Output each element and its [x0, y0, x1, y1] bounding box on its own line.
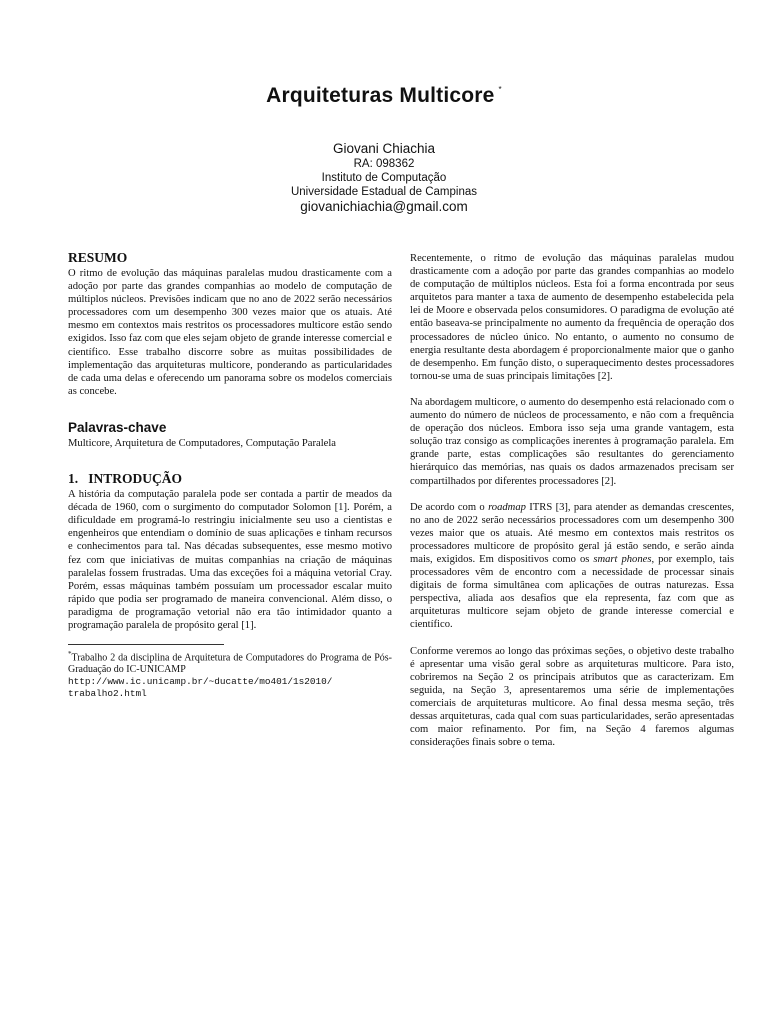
right-column — [410, 252, 734, 762]
author-block — [0, 141, 768, 215]
title-footnote-mark: * — [498, 85, 502, 94]
footnote-url-line2: trabalho2.html — [68, 688, 147, 700]
paper-title-text: Arquiteturas Multicore — [266, 84, 495, 107]
paper-title — [0, 84, 768, 108]
intro-heading: 1. INTRODUÇÃO — [68, 471, 183, 487]
smart-phones-emphasis: smart phones — [593, 553, 652, 565]
left-column — [68, 250, 392, 700]
keywords-heading: Palavras-chave — [68, 419, 167, 435]
footnote-divider — [68, 644, 224, 645]
author-email: giovanichiachia@gmail.com — [300, 199, 468, 214]
footnote-url-line1: http://www.ic.unicamp.br/~ducatte/mo401/1s2010/ — [68, 676, 333, 688]
footnote — [68, 648, 392, 700]
author-institute: Instituto de Computação — [321, 172, 447, 184]
roadmap-emphasis: roadmap — [488, 501, 526, 513]
footnote-text: Trabalho 2 da disciplina de Arquitetura de Computadores do Programa de Pós-Graduação do IC-UNICAMP — [68, 652, 392, 676]
abstract-text: O ritmo de evolução das máquinas paralelas mudou drasticamente com a adoção por parte das grandes companhias ao modelo de computação de múltiplos núcleos. Previsões indicam que no ano de 2022 serão necessários processadores com um desempenho 300 vezes maior que os atuais. Até mesmo em contextos mais restritos os processadores multicore estão sendo exigidos. Isso faz com que eles sejam objeto de grande interesse comercial e científico. Esse trabalho discorre sobre as muitas possibilidades de implementação das arquiteturas multicore, ponderando as particularidades de cada uma delas e oferecendo um panorama sobre os modelos comerciais as concebe. — [68, 268, 392, 397]
abstract-heading: RESUMO — [68, 250, 128, 265]
author-university: Universidade Estadual de Campinas — [290, 186, 478, 198]
keywords-text: Multicore, Arquitetura de Computadores, Computação Paralela — [68, 437, 337, 449]
author-name: Giovani Chiachia — [332, 141, 436, 156]
author-ra: RA: 098362 — [353, 158, 415, 170]
footnote-mark: * — [68, 650, 72, 659]
paragraph-objective: Conforme veremos ao longo das próximas seções, o objetivo deste trabalho é apresentar uma visão geral sobre as arquiteturas multicore. Para isto, cobriremos na Seção 2 os principais atributos que as caracterizam. Em seguida, na Seção 3, apresentaremos uma série de implementações comerciais de arquiteturas multicore. Ao final dessa mesma seção, três dessas arquiteturas, cada qual com suas particularidades, serão apresentadas com maior refinamento. Por fim, na Seção 4 faremos algumas considerações finais sobre o tema. — [410, 645, 734, 749]
intro-text: A história da computação paralela pode ser contada a partir de meados da década de 1960, com o surgimento do computador Solomon [1]. Porém, a dificuldade em programá-lo restringiu inicialmente seu uso a cientistas e engenheiros que entendiam o domínio de suas aplicações e tinham recursos e conhecimentos para tal. Nas décadas subsequentes, esse mesmo motivo fez com que iniciativas de muitas companhias na criação de máquinas paralelas fossem frustradas. Uma das exceções foi a máquina vetorial Cray. Porém, essas máquinas também possuíam um processador escalar muito rápido que podia ser programado de maneira convencional. Além disso, o paradigma de programação vetorial não era tão intimidador quanto a programação paralela de propósito geral [1]. — [68, 489, 392, 631]
paragraph-multicore-approach: Na abordagem multicore, o aumento do desempenho está relacionado com o aumento do número de núcleos de processamento, e não com a frequência de operação dos núcleos. Embora isso seja uma grande vantagem, esta solução traz consigo as complicações inerentes à programação paralela. Em grande parte, estas complicações são resultantes do gerenciamento hierárquico das memórias, nas quais os dados armazenados precisam ser compartilhados por diferentes processadores [2]. — [410, 396, 734, 487]
paragraph-itrs-roadmap: De acordo com o roadmap ITRS [3], para atender as demandas crescentes, no ano de 2022 serão necessários processadores com um desempenho 300 vezes maior que os atuais. Até mesmo em contextos mais restritos os processadores multicore de propósito geral já estão sendo, e serão ainda mais, exigidos. Em dispositivos como os smart phones, por exemplo, tais processadores vêm de encontro com a necessidade de processar sinais digitais de forma simultânea com aplicações de outras naturezas. Essa perspectiva, aliada aos desafios que ela representa, faz com que as arquiteturas multicore sejam objeto de grande interesse comercial e científico. — [410, 501, 734, 631]
paragraph-moore-law: Recentemente, o ritmo de evolução das máquinas paralelas mudou drasticamente com a adoção por parte das grandes companhias ao modelo de computação de múltiplos núcleos. Esta foi a forma encontrada por seus arquitetos para manter a taxa de aumento de desempenho estabelecida pela lei de Moore e observada pelos consumidores. O paradigma de evolução até então baseava-se principalmente no aumento da frequência de operação dos processadores de núcleo único. No entanto, o aumento no consumo de energia resultante desta abordagem é proporcionalmente maior que o ganho de desempenho. Em função disto, o superaquecimento destes processadores tornou-se uma de suas principais limitações [2]. — [410, 253, 734, 382]
